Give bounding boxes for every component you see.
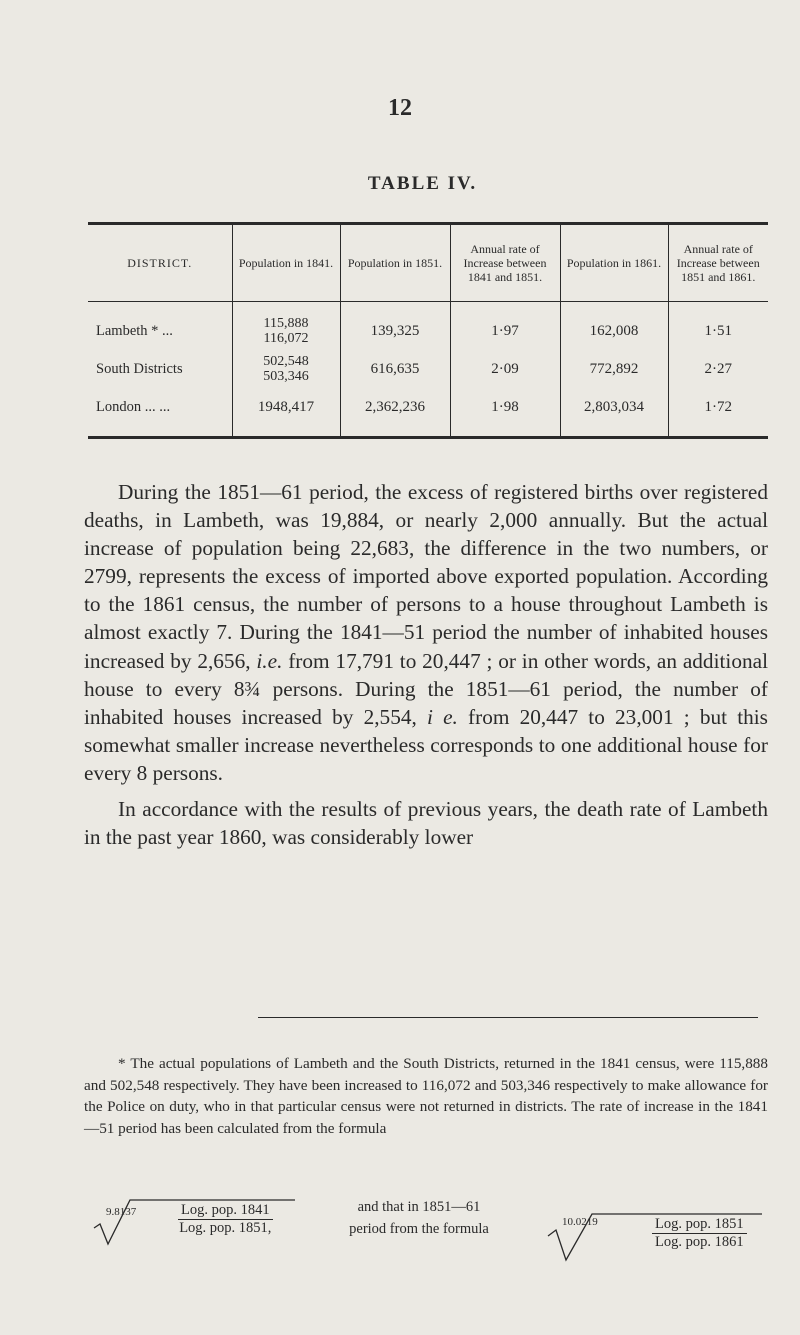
- cell-pop-1861: 162,008: [560, 302, 668, 351]
- cell-district: Lambeth * ...: [96, 322, 173, 339]
- formula-1841-51: [90, 1194, 300, 1260]
- paragraph-text: During the 1851—61 period, the excess of registered births over registered deaths, in Lambeth, was 19,884, or nearly 2,000 annually. But the actual increase of population being 22,683, the difference in the two numbers, or 2799, represents the excess of imported above exported population. According to the 1861 census, the number of persons to a house throughout Lambeth is almost exactly 7. During the 1841—51 period the number of inhabited houses increased by 2,656,: [84, 480, 768, 673]
- cell-rate-1841-51: 1·98: [450, 388, 560, 436]
- cell-pop-1841-returned: 115,888: [263, 316, 309, 331]
- formula-line: [84, 1194, 768, 1264]
- page-number: 12: [388, 95, 412, 121]
- cell-district: South Districts: [96, 360, 183, 377]
- cell-rate-1841-51: 2·09: [450, 350, 560, 388]
- table-row: [88, 302, 768, 351]
- header-pop-1851: Population in 1851.: [340, 225, 450, 302]
- body-text: [84, 478, 768, 851]
- cell-pop-1861: 2,803,034: [560, 388, 668, 436]
- cell-pop-1851: 139,325: [340, 302, 450, 351]
- cell-pop-1841-adjusted: 116,072: [263, 331, 309, 346]
- table-row: [88, 388, 768, 436]
- connector-line-1: and that in 1851—61: [357, 1199, 481, 1215]
- formula-1-fraction: [178, 1202, 273, 1237]
- cell-district: London ... ...: [96, 398, 171, 415]
- cell-pop-1841: [232, 302, 340, 351]
- header-rate-1851-61: Annual rate of Increase between 1851 and 1861.: [668, 225, 768, 302]
- footnote-divider: [258, 1017, 758, 1018]
- header-pop-1841: Population in 1841.: [232, 225, 340, 302]
- formula-2-index: 10.0219: [562, 1216, 598, 1228]
- formula-2-numerator: Log. pop. 1851: [652, 1216, 747, 1234]
- header-district: DISTRICT.: [88, 225, 232, 302]
- table-title: TABLE IV.: [367, 173, 478, 194]
- formula-1851-61: [544, 1208, 766, 1274]
- ie-abbreviation: i e.: [426, 704, 458, 729]
- formula-1-index: 9.8137: [106, 1206, 137, 1218]
- cell-rate-1851-61: 1·51: [668, 302, 768, 351]
- paragraph: In accordance with the results of previous years, the death rate of Lambeth in the past year 1860, was considerably lower: [84, 797, 768, 850]
- formula-2-denominator: Log. pop. 1861: [655, 1234, 744, 1250]
- header-pop-1861: Population in 1861.: [560, 225, 668, 302]
- header-rate-1841-51: Annual rate of Increase between 1841 and 1851.: [450, 225, 560, 302]
- paragraph-text: from 20,447 to 23,001 ; but this somewhat smaller increase nevertheless corresponds to one additional house for every 8 persons.: [84, 704, 768, 785]
- footnote-text: * The actual populations of Lambeth and the South Districts, returned in the 1841 census, were 115,888 and 502,548 respectively. They have been increased to 116,072 and 503,346 respectively to make allowance for the Police on duty, who in that particular census were not returned in districts. The rate of increase in the 1841—51 period has been calculated from the formula: [84, 1055, 768, 1137]
- cell-pop-1851: 616,635: [340, 350, 450, 388]
- paragraph-text: from 17,791 to 20,447 ; or in other words, an additional house to every 8¾ persons. During the 1851—61 period, the number of inhabited houses increased by 2,554,: [84, 648, 769, 729]
- cell-pop-1841-returned: 502,548: [263, 354, 309, 369]
- cell-pop-1851: 2,362,236: [340, 388, 450, 436]
- connector-line-2: period from the formula: [349, 1221, 489, 1237]
- ie-abbreviation: i.e.: [256, 648, 283, 673]
- formula-connector: [314, 1196, 524, 1240]
- cell-rate-1851-61: 1·72: [668, 388, 768, 436]
- formula-2-fraction: [652, 1216, 747, 1251]
- cell-rate-1841-51: 1·97: [450, 302, 560, 351]
- cell-rate-1851-61: 2·27: [668, 350, 768, 388]
- table-header-row: [88, 225, 768, 302]
- population-table: [88, 222, 768, 439]
- formula-1-numerator: Log. pop. 1841: [178, 1202, 273, 1220]
- cell-pop-1841-adjusted: 503,346: [263, 369, 309, 384]
- footnote: [84, 1053, 768, 1139]
- table-row: [88, 350, 768, 388]
- cell-pop-1861: 772,892: [560, 350, 668, 388]
- formula-1-denominator: Log. pop. 1851,: [179, 1220, 272, 1236]
- paragraph: [84, 478, 768, 787]
- cell-pop-1841: 1948,417: [232, 388, 340, 436]
- cell-pop-1841: [232, 350, 340, 388]
